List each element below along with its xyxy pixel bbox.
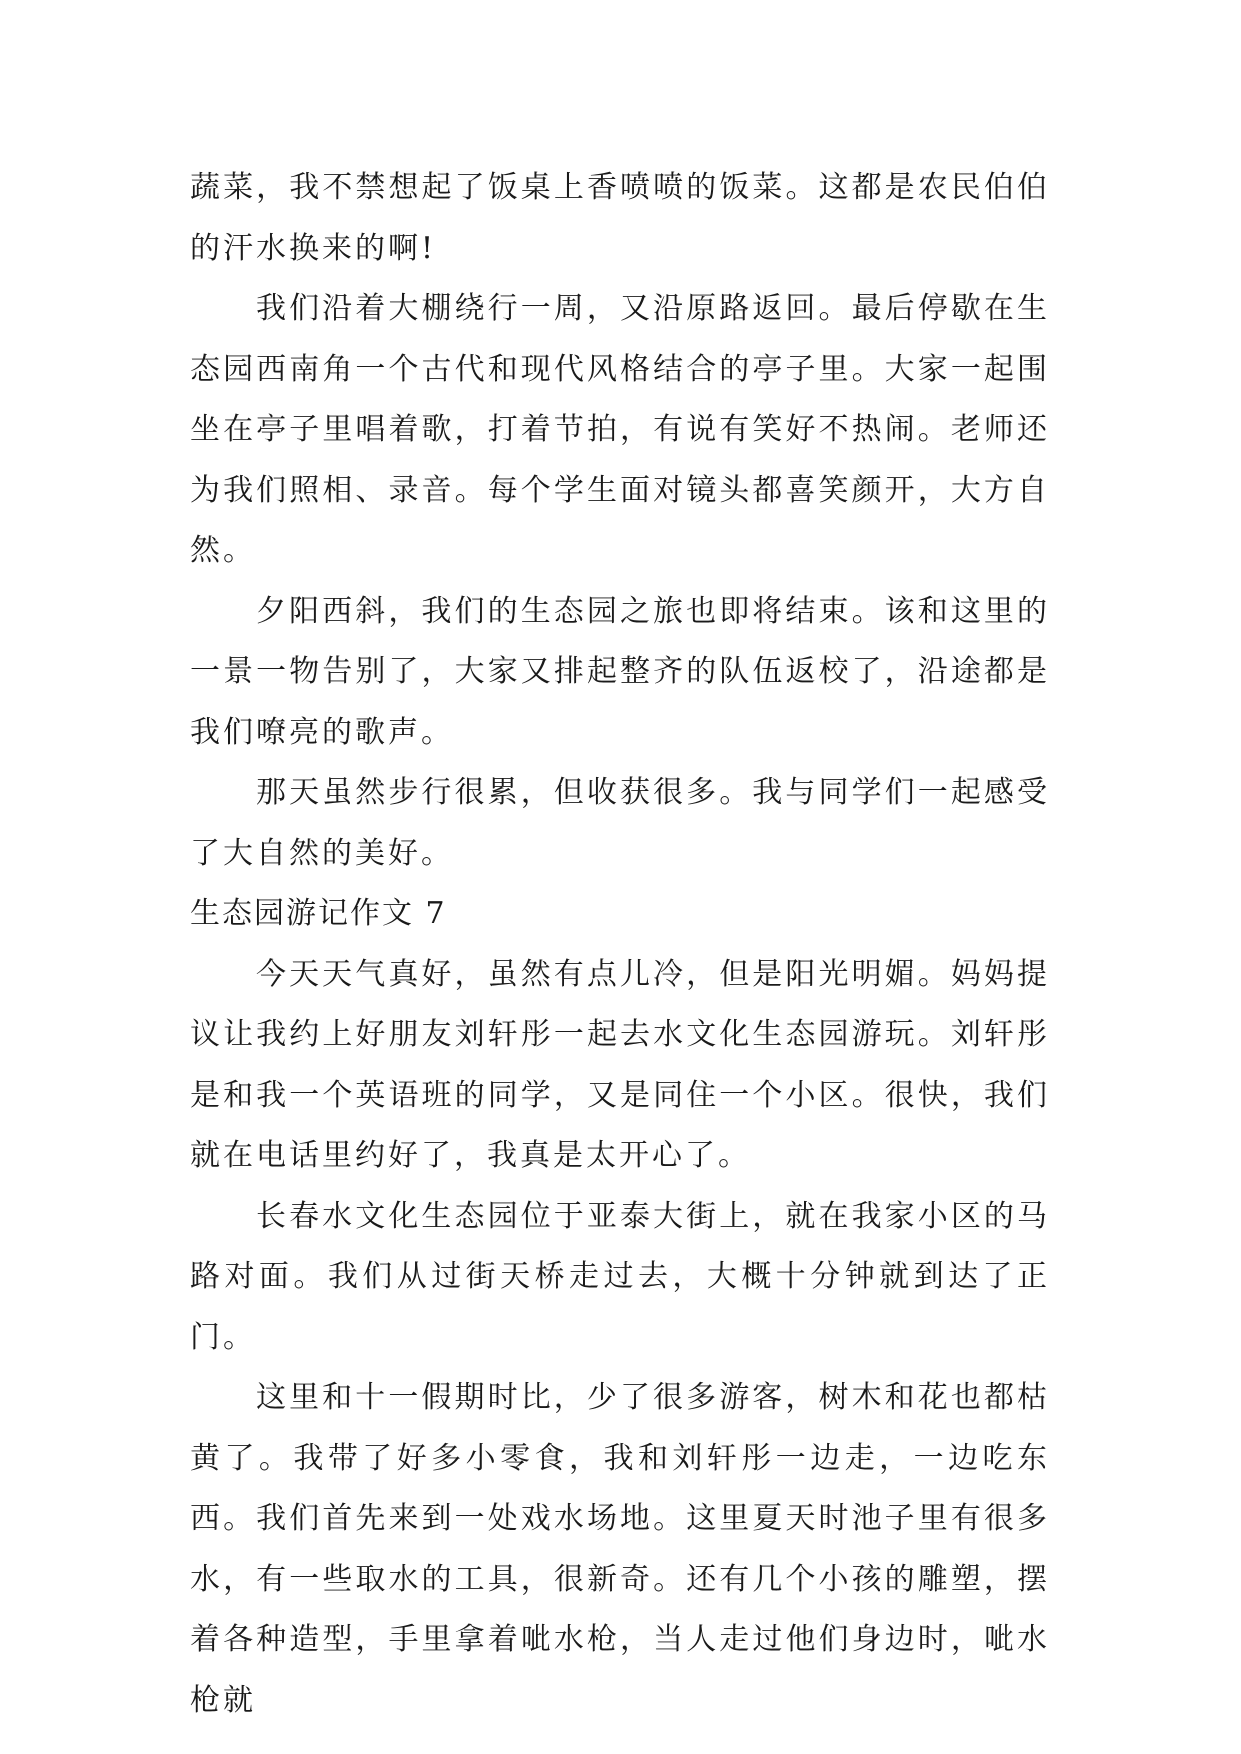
paragraph-4: 那天虽然步行很累，但收获很多。我与同学们一起感受了大自然的美好。 — [190, 775, 1050, 871]
paragraph-1: 蔬菜，我不禁想起了饭桌上香喷喷的饭菜。这都是农民伯伯的汗水换来的啊! — [190, 170, 1050, 266]
section-heading: 生态园游记作文 7 — [190, 896, 447, 931]
paragraph-7: 这里和十一假期时比，少了很多游客，树木和花也都枯黄了。我带了好多小零食，我和刘轩彤一边走，一边吃东西。我们首先来到一处戏水场地。这里夏天时池子里有很多水，有一些取水的工具，很新奇。还有几个小孩的雕塑，摆着各种造型，手里拿着呲水枪，当人走过他们身边时，呲水枪就 — [190, 1380, 1050, 1718]
paragraph-6: 长春水文化生态园位于亚泰大街上，就在我家小区的马路对面。我们从过街天桥走过去，大概十分钟就到达了正门。 — [190, 1198, 1050, 1355]
paragraph-5: 今天天气真好，虽然有点儿冷，但是阳光明媚。妈妈提议让我约上好朋友刘轩彤一起去水文化生态园游玩。刘轩彤是和我一个英语班的同学，又是同住一个小区。很快，我们就在电话里约好了，我真是太开心了。 — [190, 956, 1050, 1173]
paragraph-2: 我们沿着大棚绕行一周，又沿原路返回。最后停歇在生态园西南角一个古代和现代风格结合的亭子里。大家一起围坐在亭子里唱着歌，打着节拍，有说有笑好不热闹。老师还为我们照相、录音。每个学生面对镜头都喜笑颜开，大方自然。 — [190, 291, 1050, 568]
paragraph-3: 夕阳西斜，我们的生态园之旅也即将结束。该和这里的一景一物告别了，大家又排起整齐的队伍返校了，沿途都是我们嘹亮的歌声。 — [190, 593, 1050, 750]
document-body — [190, 158, 1050, 1731]
